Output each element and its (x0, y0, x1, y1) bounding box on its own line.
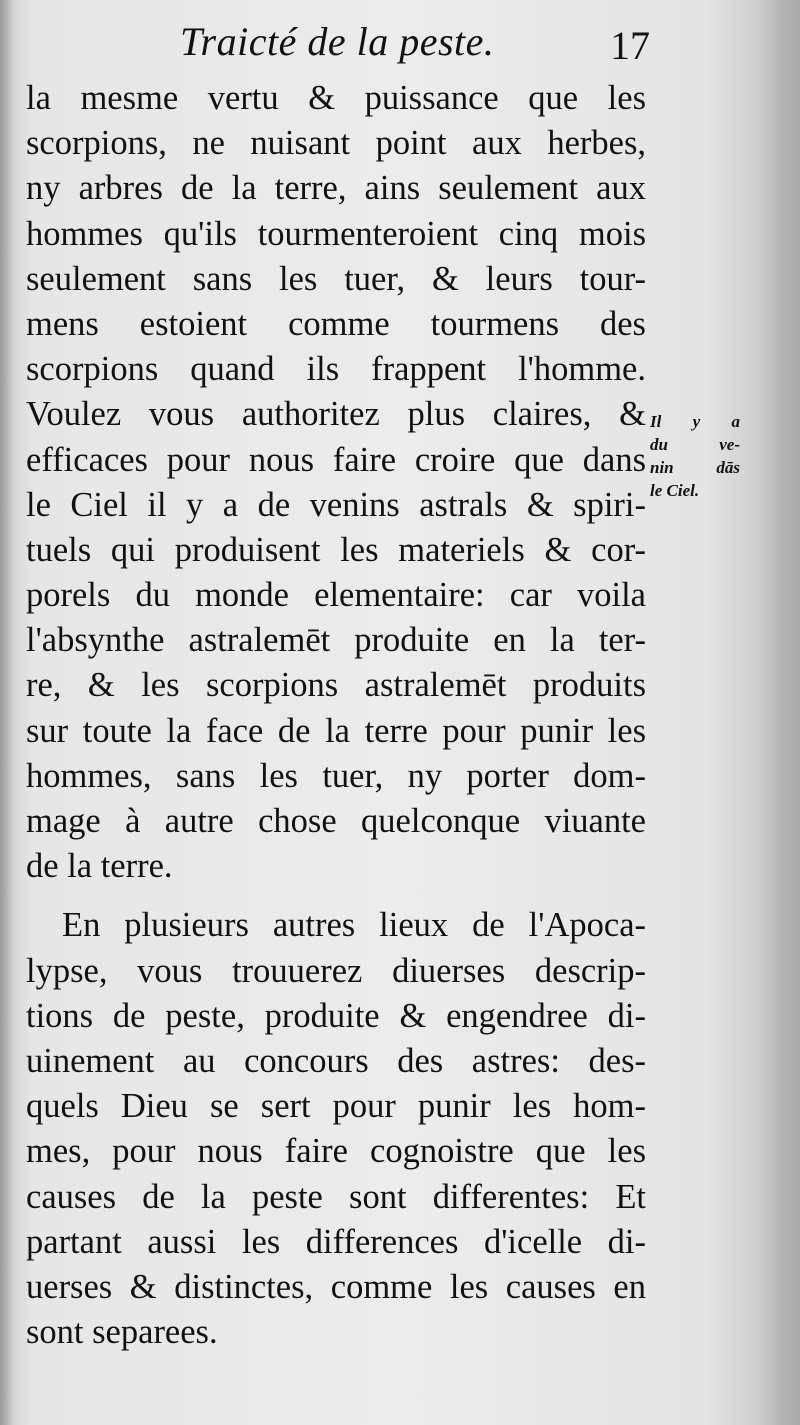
page-number: 17 (610, 23, 650, 68)
page-edge-shadow-right (760, 0, 800, 1425)
text-line: sont separees. (26, 1313, 218, 1352)
text-line: le Ciel il y a de venins astrals & spiri- (26, 485, 646, 524)
text-line: scorpions quand ils frappent l'homme. (26, 350, 646, 389)
text-line: la mesme vertu & puissance que les (26, 79, 646, 117)
marginal-note-line: le Ciel. (650, 481, 700, 500)
text-line: tions de peste, produite & engendree di- (26, 996, 646, 1035)
text-line: mes, pour nous faire cognoistre que les (26, 1132, 646, 1171)
text-line: partant aussi les differences d'icelle di- (26, 1222, 646, 1261)
paragraph-2 (26, 903, 646, 1355)
text-line: ny arbres de la terre, ains seulement aux (26, 169, 646, 208)
text-line: hommes, sans les tuer, ny porter dom- (26, 756, 646, 795)
body-text (26, 76, 646, 1355)
text-line: seulement sans les tuer, & leurs tour- (26, 259, 646, 298)
text-line: scorpions, ne nuisant point aux herbes, (26, 124, 646, 163)
paragraph-gap (26, 889, 646, 903)
text-line: mage à autre chose quelconque viuante (26, 802, 646, 840)
marginal-note-line: nin dās (650, 458, 740, 477)
paragraph-1 (26, 76, 646, 889)
text-line: causes de la peste sont differentes: Et (26, 1177, 646, 1216)
page-header (150, 18, 650, 74)
text-line: Voulez vous authoritez plus claires, & (26, 395, 646, 434)
marginal-note (650, 410, 740, 502)
text-line: de la terre. (26, 847, 173, 886)
text-line: quels Dieu se sert pour punir les hom- (26, 1087, 646, 1126)
text-line: mens estoient comme tourmens des (26, 304, 646, 343)
text-line: efficaces pour nous faire croire que dans (26, 440, 646, 479)
text-line: sur toute la face de la terre pour punir les (26, 711, 646, 750)
marginal-note-line: Il y a (650, 412, 740, 431)
text-line: porels du monde elementaire: car voila (26, 576, 646, 615)
text-line: uerses & distinctes, comme les causes en (26, 1267, 646, 1306)
text-line: tuels qui produisent les materiels & cor- (26, 530, 646, 569)
page-edge-shadow-left (0, 0, 14, 1425)
text-line: lypse, vous trouuerez diuerses descrip- (26, 951, 646, 990)
text-line: hommes qu'ils tourmenteroient cinq mois (26, 214, 646, 253)
text-line: l'absynthe astralemēt produite en la ter- (26, 621, 646, 660)
text-line: uinement au concours des astres: des- (26, 1041, 646, 1080)
marginal-note-line: du ve- (650, 435, 740, 454)
text-line: En plusieurs autres lieux de l'Apoca- (62, 906, 646, 945)
text-line: re, & les scorpions astralemēt produits (26, 666, 646, 705)
running-title: Traicté de la peste. (180, 19, 495, 64)
